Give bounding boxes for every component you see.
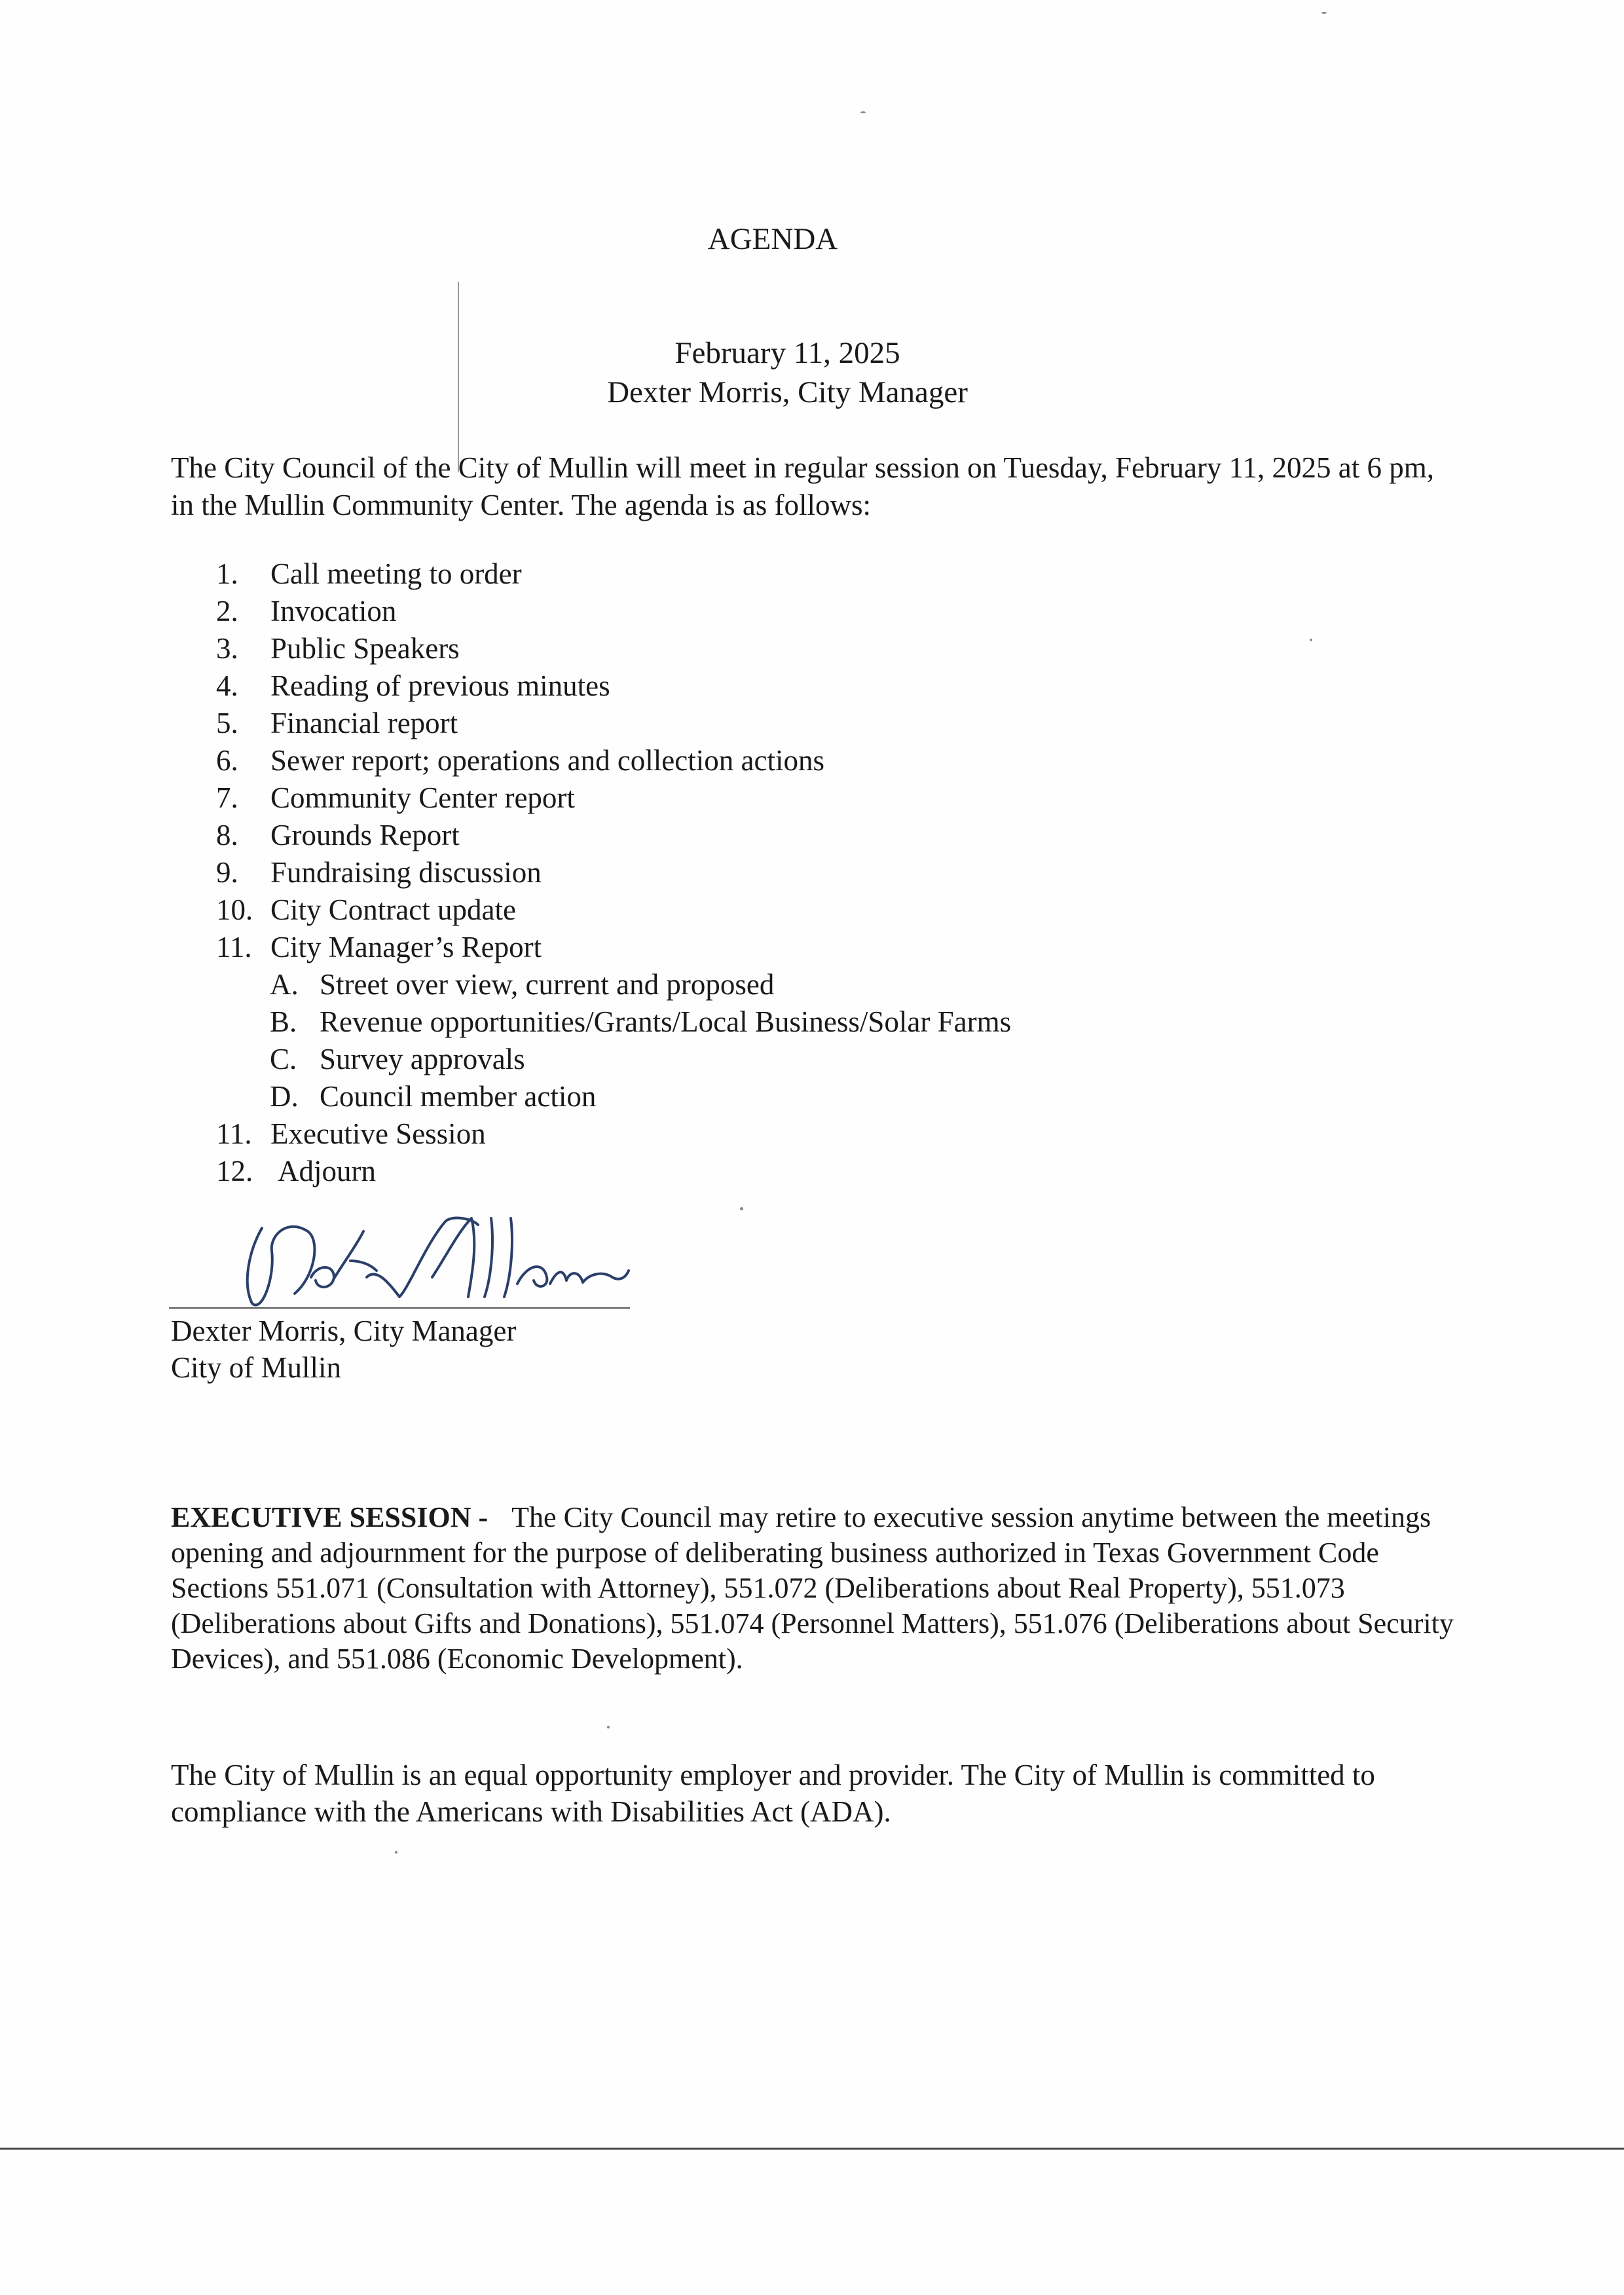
signer-name: Dexter Morris, City Manager <box>171 1315 517 1347</box>
agenda-subitem: B. Revenue opportunities/Grants/Local Business/Solar Farms <box>270 1005 1012 1038</box>
scan-speck <box>1321 12 1327 14</box>
agenda-item: 10. City Contract update <box>216 893 516 926</box>
intro-paragraph: The City Council of the City of Mullin will meet in regular session on Tuesday, February 11, 2025 at 6 pm, in the Mullin Community Center. The agenda is as follows: <box>171 451 1434 521</box>
bottom-rule <box>0 2148 1624 2150</box>
agenda-item: 3. Public Speakers <box>216 632 460 665</box>
agenda-subitem: D. Council member action <box>270 1080 597 1113</box>
agenda-subitem: A. Street over view, current and proposed <box>270 968 775 1001</box>
scan-speck <box>607 1726 610 1728</box>
agenda-item: 11. City Manager’s Report <box>216 931 542 963</box>
executive-session-text: The City Council may retire to executive session anytime between the meetings opening and adjournment for the purpose of deliberating business authorized in Texas Government Code Sections 551.071 (Consultation with Attorney), 551.072 (Deliberations about Real Property), 551.073 (Deliberations about Gifts and Donations), 551.074 (Personnel Matters), 551.076 (Deliberations about Security Devices), and 551.086 (Economic Development). <box>171 1501 1454 1675</box>
agenda-item: 2. Invocation <box>216 595 397 627</box>
manager-line: Dexter Morris, City Manager <box>607 375 968 409</box>
executive-session-paragraph <box>171 1500 1454 1677</box>
agenda-item: 5. Financial report <box>216 707 458 739</box>
agenda-item: 9. Fundraising discussion <box>216 856 542 889</box>
agenda-item: 11. Executive Session <box>216 1117 486 1150</box>
agenda-item: 8. Grounds Report <box>216 819 460 851</box>
scan-speck <box>740 1207 743 1210</box>
meeting-date: February 11, 2025 <box>674 336 900 370</box>
agenda-item: 7. Community Center report <box>216 781 575 814</box>
agenda-item: 12. Adjourn <box>216 1155 376 1187</box>
signer-org: City of Mullin <box>171 1351 342 1384</box>
agenda-item: 1. Call meeting to order <box>216 557 522 590</box>
signature-line <box>169 1307 630 1309</box>
executive-session-heading: EXECUTIVE SESSION - <box>171 1501 489 1533</box>
scan-speck <box>395 1851 397 1854</box>
scan-speck <box>1310 639 1312 641</box>
agenda-item: 4. Reading of previous minutes <box>216 669 610 702</box>
eeo-statement: The City of Mullin is an equal opportunity employer and provider. The City of Mullin is committed to compliance with the Americans with Disabilities Act (ADA). <box>171 1759 1375 1828</box>
agenda-title: AGENDA <box>707 222 838 256</box>
handwritten-signature <box>236 1205 720 1316</box>
agenda-item: 6. Sewer report; operations and collection actions <box>216 744 824 777</box>
agenda-subitem: C. Survey approvals <box>270 1043 525 1075</box>
scan-speck <box>860 111 866 113</box>
